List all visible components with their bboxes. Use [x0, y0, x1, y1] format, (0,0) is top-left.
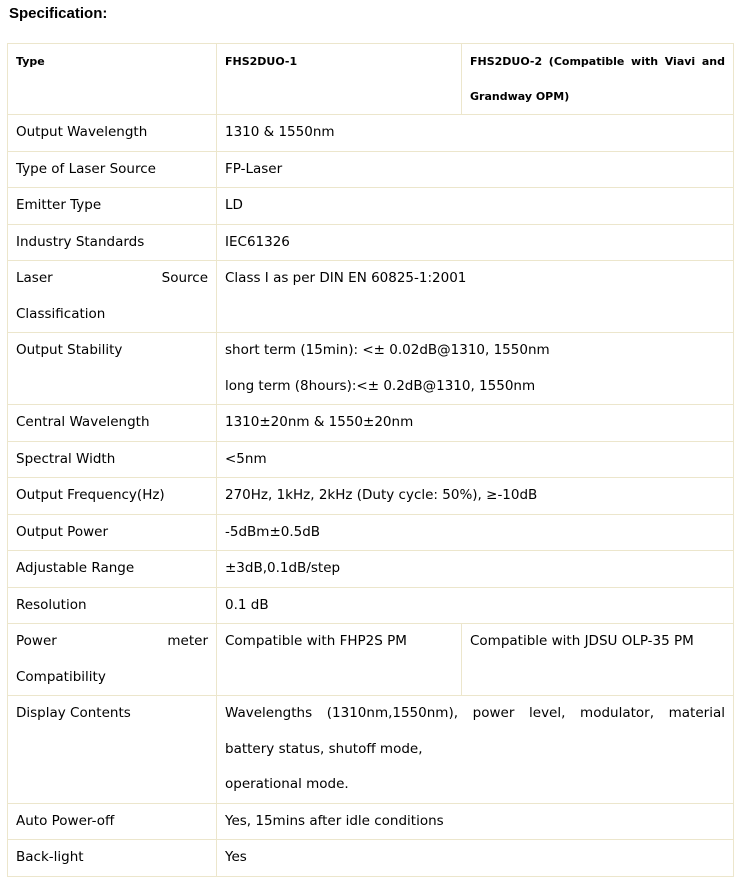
page-title: Specification: [9, 5, 108, 22]
row-label: Resolution [8, 587, 217, 624]
header-model-2-line-1: FHS2DUO-2 (Compatible with Viavi and [470, 55, 725, 68]
table-row [8, 840, 734, 877]
row-value: 1310±20nm & 1550±20nm [217, 405, 734, 442]
row-value [217, 696, 734, 804]
row-value: Class I as per DIN EN 60825-1:2001 [217, 261, 734, 333]
row-label-line-2: Compatibility [16, 668, 106, 685]
row-label-line-1: Power meter [16, 633, 208, 649]
row-label: Output Wavelength [8, 115, 217, 152]
table-header-row [8, 44, 734, 115]
table-row [8, 587, 734, 624]
row-value: IEC61326 [217, 224, 734, 261]
table-row [8, 405, 734, 442]
table-row [8, 333, 734, 405]
row-value: 0.1 dB [217, 587, 734, 624]
row-value-line-3: operational mode. [225, 776, 349, 792]
row-label: Display Contents [8, 696, 217, 804]
header-cell-model-1: FHS2DUO-1 [217, 44, 462, 115]
row-label-line-1: Laser Source [16, 270, 208, 286]
row-value: <5nm [217, 441, 734, 478]
row-label: Output Frequency(Hz) [8, 478, 217, 515]
table-row [8, 803, 734, 840]
row-label: Back-light [8, 840, 217, 877]
header-cell-model-2 [462, 44, 734, 115]
row-value-line-1: Wavelengths (1310nm,1550nm), power level, modulator, material [225, 705, 725, 721]
row-label: Output Stability [8, 333, 217, 405]
row-value-model-1: Compatible with FHP2S PM [217, 624, 462, 696]
row-label: Adjustable Range [8, 551, 217, 588]
table-row [8, 514, 734, 551]
row-value: 270Hz, 1kHz, 2kHz (Duty cycle: 50%), ≥-10dB [217, 478, 734, 515]
row-value: -5dBm±0.5dB [217, 514, 734, 551]
row-label: Auto Power-off [8, 803, 217, 840]
table-row [8, 551, 734, 588]
row-value-line-2: long term (8hours):<± 0.2dB@1310, 1550nm [225, 377, 536, 394]
row-value: ±3dB,0.1dB/step [217, 551, 734, 588]
row-label-line-2: Classification [16, 305, 106, 322]
header-cell-type: Type [8, 44, 217, 115]
row-value-line-1: short term (15min): <± 0.02dB@1310, 1550nm [225, 342, 550, 358]
row-label: Industry Standards [8, 224, 217, 261]
table-row [8, 115, 734, 152]
row-value: FP-Laser [217, 151, 734, 188]
table-row [8, 478, 734, 515]
row-value: 1310 & 1550nm [217, 115, 734, 152]
row-value: Yes, 15mins after idle conditions [217, 803, 734, 840]
table-row [8, 151, 734, 188]
table-row [8, 188, 734, 225]
row-value [217, 333, 734, 405]
row-value-model-2: Compatible with JDSU OLP-35 PM [462, 624, 734, 696]
table-row [8, 224, 734, 261]
row-label: Output Power [8, 514, 217, 551]
specification-table [7, 43, 734, 877]
table-row [8, 261, 734, 333]
row-label [8, 261, 217, 333]
row-label: Type of Laser Source [8, 151, 217, 188]
row-label: Emitter Type [8, 188, 217, 225]
row-label [8, 624, 217, 696]
table-row [8, 441, 734, 478]
row-label: Central Wavelength [8, 405, 217, 442]
row-label: Spectral Width [8, 441, 217, 478]
table-row [8, 696, 734, 804]
row-value: Yes [217, 840, 734, 877]
header-model-2-line-2: Grandway OPM) [470, 90, 570, 103]
table-row [8, 624, 734, 696]
row-value-line-2: battery status, shutoff mode, [225, 740, 423, 757]
row-value: LD [217, 188, 734, 225]
